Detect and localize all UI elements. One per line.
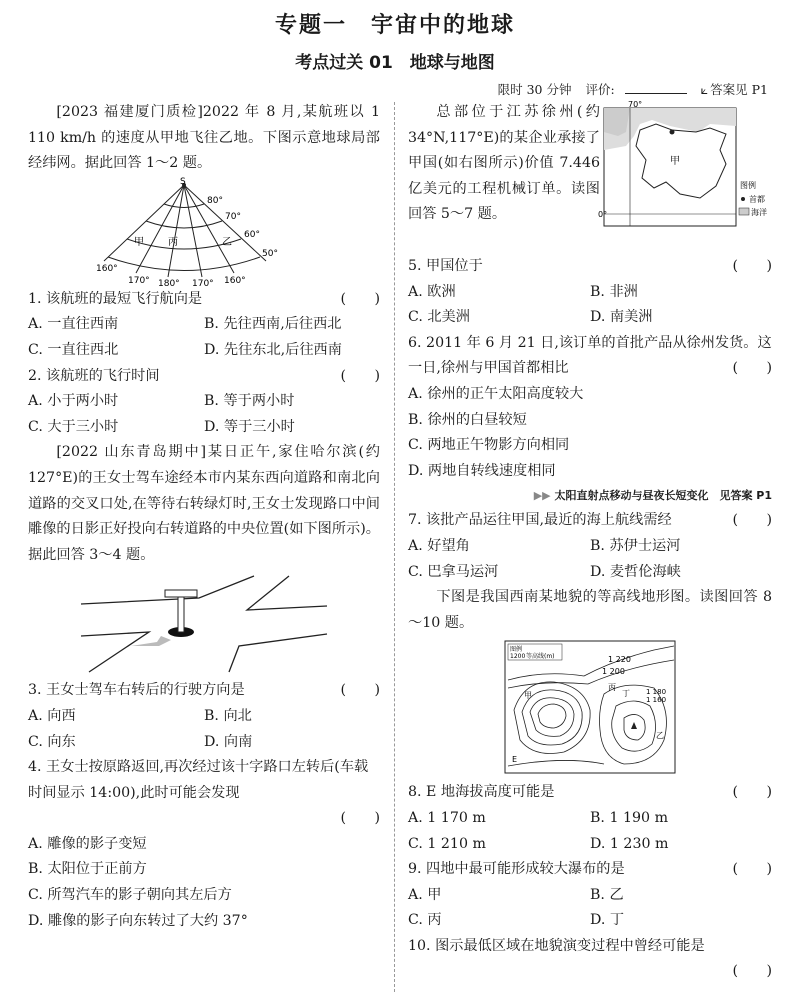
contour-map — [504, 640, 676, 774]
graticule-svg — [94, 176, 314, 289]
q1-options-row2 — [28, 338, 380, 364]
place-bing: 丙 — [168, 236, 178, 248]
option-b: B. 徐州的白昼较短 — [408, 411, 527, 428]
lat-60: 60° — [244, 229, 260, 240]
option-a: A. 一直往西南 — [28, 316, 119, 333]
option-c: C. 一直往西北 — [28, 341, 119, 358]
intro-with-map — [408, 100, 772, 254]
lon-170e: 170° — [192, 278, 214, 289]
legend-item: 等高线(m) — [526, 653, 555, 661]
option-b: B. 非洲 — [590, 283, 638, 300]
lat-50: 50° — [262, 248, 278, 259]
arrow-icon: ▶▶ — [533, 489, 555, 503]
q9-options-row2 — [408, 908, 772, 934]
q8-options-row1 — [408, 806, 772, 832]
contour-1220: 1 220 — [608, 655, 631, 665]
option-d: D. 丁 — [590, 912, 625, 929]
answer-blank: ( ) — [732, 784, 772, 801]
answer-blank: ( ) — [340, 810, 380, 827]
option-b: B. 向北 — [204, 707, 252, 724]
answer-ref: ⟀ 答案见 P1 — [700, 82, 768, 97]
place-bing: 丙 — [608, 683, 616, 693]
place-jia: 甲 — [524, 691, 532, 701]
q5-options-row1 — [408, 280, 772, 306]
option-a: A. 欧洲 — [408, 283, 456, 300]
option-a: A. 徐州的正午太阳高度较大 — [408, 385, 584, 402]
option-b: B. 乙 — [590, 886, 624, 903]
country-map-svg — [600, 102, 772, 232]
option-d: D. 麦哲伦海峡 — [590, 563, 681, 580]
contour-1160: 1 160 — [646, 696, 667, 705]
q8-options-row2 — [408, 832, 772, 858]
country-label: 甲 — [670, 156, 680, 167]
q7-options-row2 — [408, 560, 772, 586]
intro-8-10: 下图是我国西南某地貌的等高线地形图。读图回答 8～10 题。 — [408, 589, 772, 631]
answer-blank: ( ) — [732, 512, 772, 529]
option-a: A. 雕像的影子变短 — [28, 835, 147, 852]
pole-label: S — [180, 176, 186, 187]
time-limit: 限时 30 分钟 — [497, 82, 572, 97]
q2-options-row2 — [28, 415, 380, 441]
contour-1200: 1 200 — [602, 667, 625, 677]
legend-title: 图例 — [740, 181, 756, 190]
option-a: A. 甲 — [408, 886, 442, 903]
column-divider — [394, 102, 395, 992]
question-8: 8. E 地海拔高度可能是 ( ) — [408, 780, 772, 806]
option-c: C. 丙 — [408, 912, 442, 929]
page-title: 专题一 宇宙中的地球 — [274, 13, 515, 38]
question-1: 1. 该航班的最短飞行航向是 ( ) — [28, 287, 380, 313]
lon-160w: 160° — [96, 263, 118, 274]
answer-blank: ( ) — [340, 290, 380, 307]
place-jia: 甲 — [134, 236, 144, 248]
option-c: C. 两地正午物影方向相同 — [408, 437, 570, 454]
option-d: D. 等于三小时 — [204, 418, 295, 435]
intro-1-2: [2023 福建厦门质检]2022 年 8 月,某航班以 1 110 km/h 的速度从甲地飞往乙地。下图示意地球局部经纬网。据此回答 1～2 题。 — [28, 104, 380, 172]
option-b: B. 1 190 m — [590, 809, 669, 826]
intro-5-7: 总部位于江苏徐州(约 34°N,117°E)的某企业承接了甲国(如右图所示)价值 7.446 亿美元的工程机械订单。读图回答 5～7 题。 — [408, 104, 600, 223]
question-7: 7. 该批产品运往甲国,最近的海上航线需经 ( ) — [408, 508, 772, 534]
evaluation-label: 评价: — [585, 82, 615, 97]
lat-80: 80° — [207, 195, 223, 206]
q2-options-row1 — [28, 389, 380, 415]
question-6: 6. 2011 年 6 月 21 日,该订单的首批产品从徐州发货。这一日,徐州与甲国首都相比 ( ) — [408, 331, 772, 382]
option-d: D. 1 230 m — [590, 835, 669, 852]
option-b: B. 等于两小时 — [204, 393, 295, 410]
country-map — [600, 102, 772, 232]
q3-options-row2 — [28, 730, 380, 756]
answer-blank: ( ) — [732, 963, 772, 980]
page-subtitle: 考点过关 01 地球与地图 — [295, 53, 495, 73]
question-10: 10. 图示最低区域在地貌演变过程中曾经可能是 — [408, 937, 705, 954]
legend-value: 1200 — [510, 653, 526, 661]
intro-3-4: [2022 山东青岛期中]某日正午,家住哈尔滨(约 127°E)的王女士驾车途经本市内某东西向道路和南北向道路的交叉口处,在等待右转绿灯时,王女士发现路口中间雕像的日影正好投向右转道路的中央位置(如下图所示)。据此回答 3～4 题。 — [28, 444, 380, 563]
option-b: B. 苏伊士运河 — [590, 537, 681, 554]
question-5: 5. 甲国位于 ( ) — [408, 254, 772, 280]
answer-blank: ( ) — [732, 360, 772, 377]
left-column — [28, 100, 380, 934]
q5-options-row2 — [408, 305, 772, 331]
option-a: A. 向西 — [28, 707, 76, 724]
lon-160e: 160° — [224, 275, 246, 286]
option-c: C. 巴拿马运河 — [408, 563, 499, 580]
lat-70: 70° — [225, 211, 241, 222]
option-d: D. 向南 — [204, 733, 253, 750]
answer-blank: ( ) — [732, 861, 772, 878]
question-3: 3. 王女士驾车右转后的行驶方向是 ( ) — [28, 678, 380, 704]
option-a: A. 1 170 m — [408, 809, 486, 826]
place-yi: 乙 — [656, 731, 664, 741]
q9-options-row1 — [408, 883, 772, 909]
legend-sea: 海洋 — [751, 208, 767, 217]
intersection-figure — [79, 574, 329, 674]
option-c: C. 大于三小时 — [28, 418, 119, 435]
option-c: C. 1 210 m — [408, 835, 486, 852]
option-b: B. 先往西南,后往西北 — [204, 316, 342, 333]
option-d: D. 南美洲 — [590, 309, 653, 326]
option-d: D. 雕像的影子向东转过了大约 37° — [28, 912, 248, 929]
option-c: C. 向东 — [28, 733, 76, 750]
question-9: 9. 四地中最可能形成较大瀑布的是 ( ) — [408, 857, 772, 883]
place-ding: 丁 — [622, 689, 630, 699]
graticule-figure — [94, 176, 314, 289]
legend-capital: 首都 — [749, 195, 765, 204]
answer-blank: ( ) — [732, 258, 772, 274]
place-yi: 乙 — [222, 236, 232, 248]
place-e: E — [512, 755, 518, 765]
option-b: B. 太阳位于正前方 — [28, 861, 147, 878]
option-d: D. 先往东北,后往西南 — [204, 341, 342, 358]
lon-170w: 170° — [128, 275, 150, 286]
lon-180: 180° — [158, 278, 180, 289]
answer-blank: ( ) — [340, 367, 380, 384]
legend-title: 图例 — [510, 646, 523, 654]
map-lat-label: 0° — [598, 210, 608, 219]
right-column — [408, 100, 772, 985]
question-4: 4. 王女士按原路返回,再次经过该十字路口左转后(车载时间显示 14:00),此时可能会发现 — [28, 759, 369, 801]
q7-options-row1 — [408, 534, 772, 560]
map-lon-label: 70° — [628, 100, 643, 109]
meta-line — [488, 80, 768, 98]
q3-options-row1 — [28, 704, 380, 730]
option-d: D. 两地自转线速度相同 — [408, 462, 556, 479]
contour-map-svg — [504, 640, 676, 774]
question-2: 2. 该航班的飞行时间 ( ) — [28, 364, 380, 390]
answer-blank: ( ) — [340, 682, 380, 699]
option-a: A. 小于两小时 — [28, 393, 119, 410]
q1-options-row1 — [28, 312, 380, 338]
section-note: ▶▶ 太阳直射点移动与昼夜长短变化 见答案 P1 — [533, 489, 772, 503]
intersection-svg — [79, 574, 329, 674]
evaluation-blank — [625, 93, 687, 94]
option-c: C. 北美洲 — [408, 309, 470, 326]
contour-1180: 1 180 — [646, 688, 667, 697]
option-c: C. 所驾汽车的影子朝向其左后方 — [28, 887, 232, 904]
option-a: A. 好望角 — [408, 537, 470, 554]
